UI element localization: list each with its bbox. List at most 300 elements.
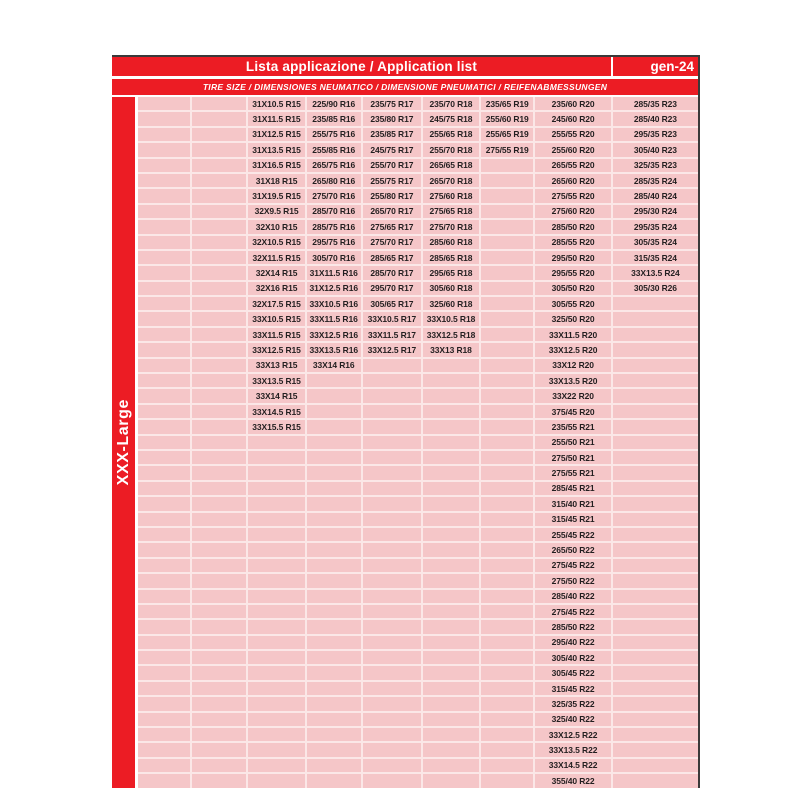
tire-size-cell: 285/50 R20 xyxy=(535,220,611,233)
empty-cell xyxy=(192,405,246,418)
empty-cell xyxy=(363,759,421,772)
empty-cell xyxy=(481,590,533,603)
tire-size-cell: 275/70 R17 xyxy=(363,236,421,249)
empty-cell xyxy=(248,651,304,664)
empty-cell xyxy=(613,312,698,325)
tire-size-cell: 33X11.5 R16 xyxy=(307,312,361,325)
empty-cell xyxy=(192,666,246,679)
tire-size-cell: 255/75 R16 xyxy=(307,128,361,141)
tire-size-cell: 255/70 R18 xyxy=(423,143,479,156)
tire-size-cell: 245/75 R18 xyxy=(423,112,479,125)
empty-cell xyxy=(307,451,361,464)
empty-cell xyxy=(138,466,190,479)
tire-size-cell: 285/60 R18 xyxy=(423,236,479,249)
tire-size-cell: 33X10.5 R18 xyxy=(423,312,479,325)
empty-cell xyxy=(192,143,246,156)
empty-cell xyxy=(363,666,421,679)
empty-cell xyxy=(138,359,190,372)
empty-cell xyxy=(481,389,533,402)
empty-cell xyxy=(481,482,533,495)
empty-cell xyxy=(192,266,246,279)
tire-size-cell: 255/80 R17 xyxy=(363,189,421,202)
tire-size-cell: 295/40 R22 xyxy=(535,636,611,649)
empty-cell xyxy=(192,620,246,633)
empty-cell xyxy=(613,482,698,495)
empty-cell xyxy=(138,559,190,572)
empty-cell xyxy=(481,620,533,633)
empty-cell xyxy=(481,451,533,464)
tire-size-cell: 285/55 R20 xyxy=(535,236,611,249)
tire-size-cell: 33X12.5 R17 xyxy=(363,343,421,356)
tire-size-cell: 305/40 R22 xyxy=(535,651,611,664)
tire-size-cell: 295/75 R16 xyxy=(307,236,361,249)
empty-cell xyxy=(363,436,421,449)
empty-cell xyxy=(423,697,479,710)
tire-size-cell: 33X12 R20 xyxy=(535,359,611,372)
empty-cell xyxy=(423,743,479,756)
empty-cell xyxy=(138,605,190,618)
tire-size-cell: 355/40 R22 xyxy=(535,774,611,787)
tire-size-cell: 285/75 R16 xyxy=(307,220,361,233)
tire-size-cell: 275/65 R17 xyxy=(363,220,421,233)
tire-size-cell: 295/65 R18 xyxy=(423,266,479,279)
empty-cell xyxy=(248,497,304,510)
empty-cell xyxy=(248,590,304,603)
empty-cell xyxy=(307,543,361,556)
empty-cell xyxy=(423,666,479,679)
empty-cell xyxy=(363,774,421,787)
tire-size-cell: 33X10.5 R17 xyxy=(363,312,421,325)
tire-size-cell: 245/60 R20 xyxy=(535,112,611,125)
empty-cell xyxy=(481,651,533,664)
empty-cell xyxy=(248,620,304,633)
empty-cell xyxy=(138,636,190,649)
empty-cell xyxy=(138,543,190,556)
empty-cell xyxy=(248,513,304,526)
tire-size-cell: 265/70 R18 xyxy=(423,174,479,187)
tire-size-cell: 31X12.5 R16 xyxy=(307,282,361,295)
empty-cell xyxy=(613,343,698,356)
empty-cell xyxy=(138,205,190,218)
tire-size-cell: 255/65 R19 xyxy=(481,128,533,141)
tire-size-cell: 295/50 R20 xyxy=(535,251,611,264)
empty-cell xyxy=(248,466,304,479)
tire-size-cell: 32X9.5 R15 xyxy=(248,205,304,218)
tire-size-cell: 275/45 R22 xyxy=(535,605,611,618)
empty-cell xyxy=(192,466,246,479)
empty-cell xyxy=(423,405,479,418)
tire-size-cell: 31X13.5 R15 xyxy=(248,143,304,156)
tire-size-cell: 295/35 R24 xyxy=(613,220,698,233)
empty-cell xyxy=(138,97,190,110)
empty-cell xyxy=(481,359,533,372)
empty-cell xyxy=(613,466,698,479)
empty-cell xyxy=(613,436,698,449)
tire-size-cell: 305/60 R18 xyxy=(423,282,479,295)
empty-cell xyxy=(307,713,361,726)
empty-cell xyxy=(192,543,246,556)
empty-cell xyxy=(248,559,304,572)
empty-cell xyxy=(423,590,479,603)
empty-cell xyxy=(481,774,533,787)
tire-size-cell: 255/65 R18 xyxy=(423,128,479,141)
empty-cell xyxy=(481,543,533,556)
empty-cell xyxy=(192,451,246,464)
empty-cell xyxy=(248,482,304,495)
empty-cell xyxy=(192,590,246,603)
tire-size-cell: 33X12.5 R15 xyxy=(248,343,304,356)
empty-cell xyxy=(192,697,246,710)
empty-cell xyxy=(307,759,361,772)
empty-cell xyxy=(481,697,533,710)
empty-cell xyxy=(363,682,421,695)
empty-cell xyxy=(138,728,190,741)
empty-cell xyxy=(363,651,421,664)
empty-cell xyxy=(613,620,698,633)
tire-size-cell: 32X10 R15 xyxy=(248,220,304,233)
tire-size-cell: 275/55 R21 xyxy=(535,466,611,479)
empty-cell xyxy=(248,697,304,710)
empty-cell xyxy=(423,482,479,495)
tire-size-cell: 265/75 R16 xyxy=(307,159,361,172)
tire-size-cell: 305/70 R16 xyxy=(307,251,361,264)
empty-cell xyxy=(192,651,246,664)
empty-cell xyxy=(481,497,533,510)
empty-cell xyxy=(192,236,246,249)
empty-cell xyxy=(192,297,246,310)
tire-size-cell: 285/65 R17 xyxy=(363,251,421,264)
empty-cell xyxy=(192,728,246,741)
tire-size-cell: 32X14 R15 xyxy=(248,266,304,279)
empty-cell xyxy=(481,159,533,172)
empty-cell xyxy=(613,420,698,433)
empty-cell xyxy=(481,528,533,541)
tire-size-cell: 265/80 R16 xyxy=(307,174,361,187)
tire-size-cell: 33X13 R15 xyxy=(248,359,304,372)
empty-cell xyxy=(613,605,698,618)
empty-cell xyxy=(481,728,533,741)
empty-cell xyxy=(363,620,421,633)
empty-cell xyxy=(307,436,361,449)
empty-cell xyxy=(363,728,421,741)
tire-size-cell: 325/60 R18 xyxy=(423,297,479,310)
empty-cell xyxy=(481,189,533,202)
empty-cell xyxy=(423,620,479,633)
empty-cell xyxy=(307,559,361,572)
empty-cell xyxy=(138,743,190,756)
empty-cell xyxy=(192,713,246,726)
empty-cell xyxy=(248,774,304,787)
empty-cell xyxy=(192,174,246,187)
tire-size-cell: 33X11.5 R15 xyxy=(248,328,304,341)
empty-cell xyxy=(138,482,190,495)
empty-cell xyxy=(307,682,361,695)
empty-cell xyxy=(363,497,421,510)
tire-size-cell: 325/35 R22 xyxy=(535,697,611,710)
tire-size-cell: 255/60 R20 xyxy=(535,143,611,156)
empty-cell xyxy=(307,636,361,649)
tire-size-cell: 375/45 R20 xyxy=(535,405,611,418)
empty-cell xyxy=(192,128,246,141)
empty-cell xyxy=(138,159,190,172)
empty-cell xyxy=(138,574,190,587)
empty-cell xyxy=(138,666,190,679)
empty-cell xyxy=(192,682,246,695)
empty-cell xyxy=(363,389,421,402)
empty-cell xyxy=(138,328,190,341)
tire-size-cell: 275/55 R20 xyxy=(535,189,611,202)
empty-cell xyxy=(613,682,698,695)
tire-size-cell: 33X12.5 R20 xyxy=(535,343,611,356)
empty-cell xyxy=(481,205,533,218)
tire-size-cell: 31X18 R15 xyxy=(248,174,304,187)
page-title: Lista applicazione / Application list xyxy=(245,59,478,74)
tire-size-cell: 305/35 R24 xyxy=(613,236,698,249)
tire-size-cell: 31X16.5 R15 xyxy=(248,159,304,172)
empty-cell xyxy=(248,743,304,756)
empty-cell xyxy=(613,451,698,464)
empty-cell xyxy=(192,189,246,202)
empty-cell xyxy=(248,543,304,556)
empty-cell xyxy=(481,682,533,695)
tire-size-cell: 305/40 R23 xyxy=(613,143,698,156)
tire-size-grid xyxy=(138,97,698,788)
empty-cell xyxy=(192,759,246,772)
empty-cell xyxy=(613,389,698,402)
tire-size-cell: 32X10.5 R15 xyxy=(248,236,304,249)
tire-size-cell: 235/85 R16 xyxy=(307,112,361,125)
empty-cell xyxy=(307,605,361,618)
empty-cell xyxy=(613,374,698,387)
tire-size-cell: 31X11.5 R16 xyxy=(307,266,361,279)
tire-size-cell: 33X14.5 R22 xyxy=(535,759,611,772)
tire-size-cell: 295/35 R23 xyxy=(613,128,698,141)
empty-cell xyxy=(423,420,479,433)
tire-size-cell: 33X10.5 R16 xyxy=(307,297,361,310)
empty-cell xyxy=(423,728,479,741)
tire-size-cell: 33X14 R16 xyxy=(307,359,361,372)
empty-cell xyxy=(192,251,246,264)
tire-size-cell: 33X13.5 R22 xyxy=(535,743,611,756)
empty-cell xyxy=(423,682,479,695)
tire-size-cell: 315/35 R24 xyxy=(613,251,698,264)
empty-cell xyxy=(613,559,698,572)
empty-cell xyxy=(423,374,479,387)
tire-size-cell: 305/45 R22 xyxy=(535,666,611,679)
empty-cell xyxy=(613,297,698,310)
empty-cell xyxy=(307,666,361,679)
tire-size-cell: 275/55 R19 xyxy=(481,143,533,156)
tire-size-cell: 305/30 R26 xyxy=(613,282,698,295)
empty-cell xyxy=(481,466,533,479)
empty-cell xyxy=(138,174,190,187)
empty-cell xyxy=(481,636,533,649)
empty-cell xyxy=(423,759,479,772)
empty-cell xyxy=(481,666,533,679)
empty-cell xyxy=(423,466,479,479)
tire-size-cell: 33X13.5 R15 xyxy=(248,374,304,387)
empty-cell xyxy=(363,420,421,433)
empty-cell xyxy=(613,774,698,787)
empty-cell xyxy=(363,466,421,479)
empty-cell xyxy=(192,328,246,341)
tire-size-cell: 275/70 R18 xyxy=(423,220,479,233)
empty-cell xyxy=(481,328,533,341)
tire-size-cell: 295/30 R24 xyxy=(613,205,698,218)
tire-size-cell: 255/85 R16 xyxy=(307,143,361,156)
tire-size-cell: 315/45 R22 xyxy=(535,682,611,695)
empty-cell xyxy=(192,513,246,526)
empty-cell xyxy=(481,559,533,572)
tire-size-cell: 265/55 R20 xyxy=(535,159,611,172)
empty-cell xyxy=(138,420,190,433)
empty-cell xyxy=(423,513,479,526)
tire-size-cell: 275/50 R21 xyxy=(535,451,611,464)
empty-cell xyxy=(613,743,698,756)
tire-size-cell: 33X10.5 R15 xyxy=(248,312,304,325)
empty-cell xyxy=(363,605,421,618)
empty-cell xyxy=(481,174,533,187)
empty-cell xyxy=(481,513,533,526)
empty-cell xyxy=(363,636,421,649)
empty-cell xyxy=(307,590,361,603)
tire-size-cell: 285/40 R24 xyxy=(613,189,698,202)
tire-size-cell: 33X13.5 R16 xyxy=(307,343,361,356)
empty-cell xyxy=(248,574,304,587)
empty-cell xyxy=(138,220,190,233)
empty-cell xyxy=(613,528,698,541)
tire-size-cell: 275/50 R22 xyxy=(535,574,611,587)
empty-cell xyxy=(481,405,533,418)
empty-cell xyxy=(481,605,533,618)
empty-cell xyxy=(192,220,246,233)
empty-cell xyxy=(481,420,533,433)
empty-cell xyxy=(138,713,190,726)
empty-cell xyxy=(613,497,698,510)
tire-size-cell: 33X11.5 R20 xyxy=(535,328,611,341)
empty-cell xyxy=(307,728,361,741)
empty-cell xyxy=(481,759,533,772)
empty-cell xyxy=(192,389,246,402)
tire-size-cell: 33X15.5 R15 xyxy=(248,420,304,433)
empty-cell xyxy=(192,528,246,541)
edition-badge: gen-24 xyxy=(611,57,698,76)
empty-cell xyxy=(138,389,190,402)
empty-cell xyxy=(363,697,421,710)
empty-cell xyxy=(613,543,698,556)
tire-size-cell: 275/60 R20 xyxy=(535,205,611,218)
empty-cell xyxy=(481,312,533,325)
tire-size-cell: 31X12.5 R15 xyxy=(248,128,304,141)
tire-size-cell: 255/60 R19 xyxy=(481,112,533,125)
tire-size-cell: 33X14.5 R15 xyxy=(248,405,304,418)
empty-cell xyxy=(613,728,698,741)
empty-cell xyxy=(138,774,190,787)
tire-size-cell: 32X16 R15 xyxy=(248,282,304,295)
empty-cell xyxy=(307,574,361,587)
tire-size-cell: 33X14 R15 xyxy=(248,389,304,402)
tire-size-cell: 285/45 R21 xyxy=(535,482,611,495)
empty-cell xyxy=(363,713,421,726)
tire-size-cell: 295/55 R20 xyxy=(535,266,611,279)
empty-cell xyxy=(307,405,361,418)
empty-cell xyxy=(138,128,190,141)
size-class-label: XXX-Large xyxy=(114,399,132,486)
empty-cell xyxy=(192,436,246,449)
empty-cell xyxy=(192,359,246,372)
empty-cell xyxy=(613,666,698,679)
application-list-sheet xyxy=(112,55,700,788)
empty-cell xyxy=(423,359,479,372)
empty-cell xyxy=(423,713,479,726)
tire-size-cell: 235/60 R20 xyxy=(535,97,611,110)
empty-cell xyxy=(481,574,533,587)
empty-cell xyxy=(613,636,698,649)
empty-cell xyxy=(363,451,421,464)
empty-cell xyxy=(613,328,698,341)
tire-size-cell: 33X11.5 R17 xyxy=(363,328,421,341)
empty-cell xyxy=(248,636,304,649)
tire-size-cell: 265/70 R17 xyxy=(363,205,421,218)
empty-cell xyxy=(192,636,246,649)
empty-cell xyxy=(307,482,361,495)
empty-cell xyxy=(307,497,361,510)
empty-cell xyxy=(192,482,246,495)
tire-size-cell: 245/75 R17 xyxy=(363,143,421,156)
empty-cell xyxy=(481,743,533,756)
empty-cell xyxy=(307,420,361,433)
tire-size-cell: 285/50 R22 xyxy=(535,620,611,633)
table-area xyxy=(112,97,698,788)
empty-cell xyxy=(138,620,190,633)
tire-size-cell: 325/40 R22 xyxy=(535,713,611,726)
size-class-bar xyxy=(112,97,135,788)
empty-cell xyxy=(363,743,421,756)
empty-cell xyxy=(613,590,698,603)
empty-cell xyxy=(481,343,533,356)
tire-size-cell: 33X12.5 R16 xyxy=(307,328,361,341)
empty-cell xyxy=(248,728,304,741)
empty-cell xyxy=(138,697,190,710)
empty-cell xyxy=(307,774,361,787)
tire-size-cell: 32X17.5 R15 xyxy=(248,297,304,310)
empty-cell xyxy=(613,574,698,587)
empty-cell xyxy=(363,513,421,526)
empty-cell xyxy=(307,466,361,479)
empty-cell xyxy=(138,312,190,325)
tire-size-cell: 33X13.5 R20 xyxy=(535,374,611,387)
empty-cell xyxy=(248,605,304,618)
empty-cell xyxy=(138,436,190,449)
empty-cell xyxy=(192,574,246,587)
tire-size-cell: 295/70 R17 xyxy=(363,282,421,295)
empty-cell xyxy=(138,374,190,387)
tire-size-cell: 255/70 R17 xyxy=(363,159,421,172)
empty-cell xyxy=(307,374,361,387)
empty-cell xyxy=(138,282,190,295)
empty-cell xyxy=(307,528,361,541)
tire-size-cell: 31X19.5 R15 xyxy=(248,189,304,202)
tire-size-cell: 285/40 R23 xyxy=(613,112,698,125)
empty-cell xyxy=(138,451,190,464)
tire-size-cell: 255/75 R17 xyxy=(363,174,421,187)
empty-cell xyxy=(481,436,533,449)
tire-size-cell: 235/75 R17 xyxy=(363,97,421,110)
empty-cell xyxy=(481,374,533,387)
empty-cell xyxy=(138,343,190,356)
tire-size-cell: 32X11.5 R15 xyxy=(248,251,304,264)
empty-cell xyxy=(192,282,246,295)
